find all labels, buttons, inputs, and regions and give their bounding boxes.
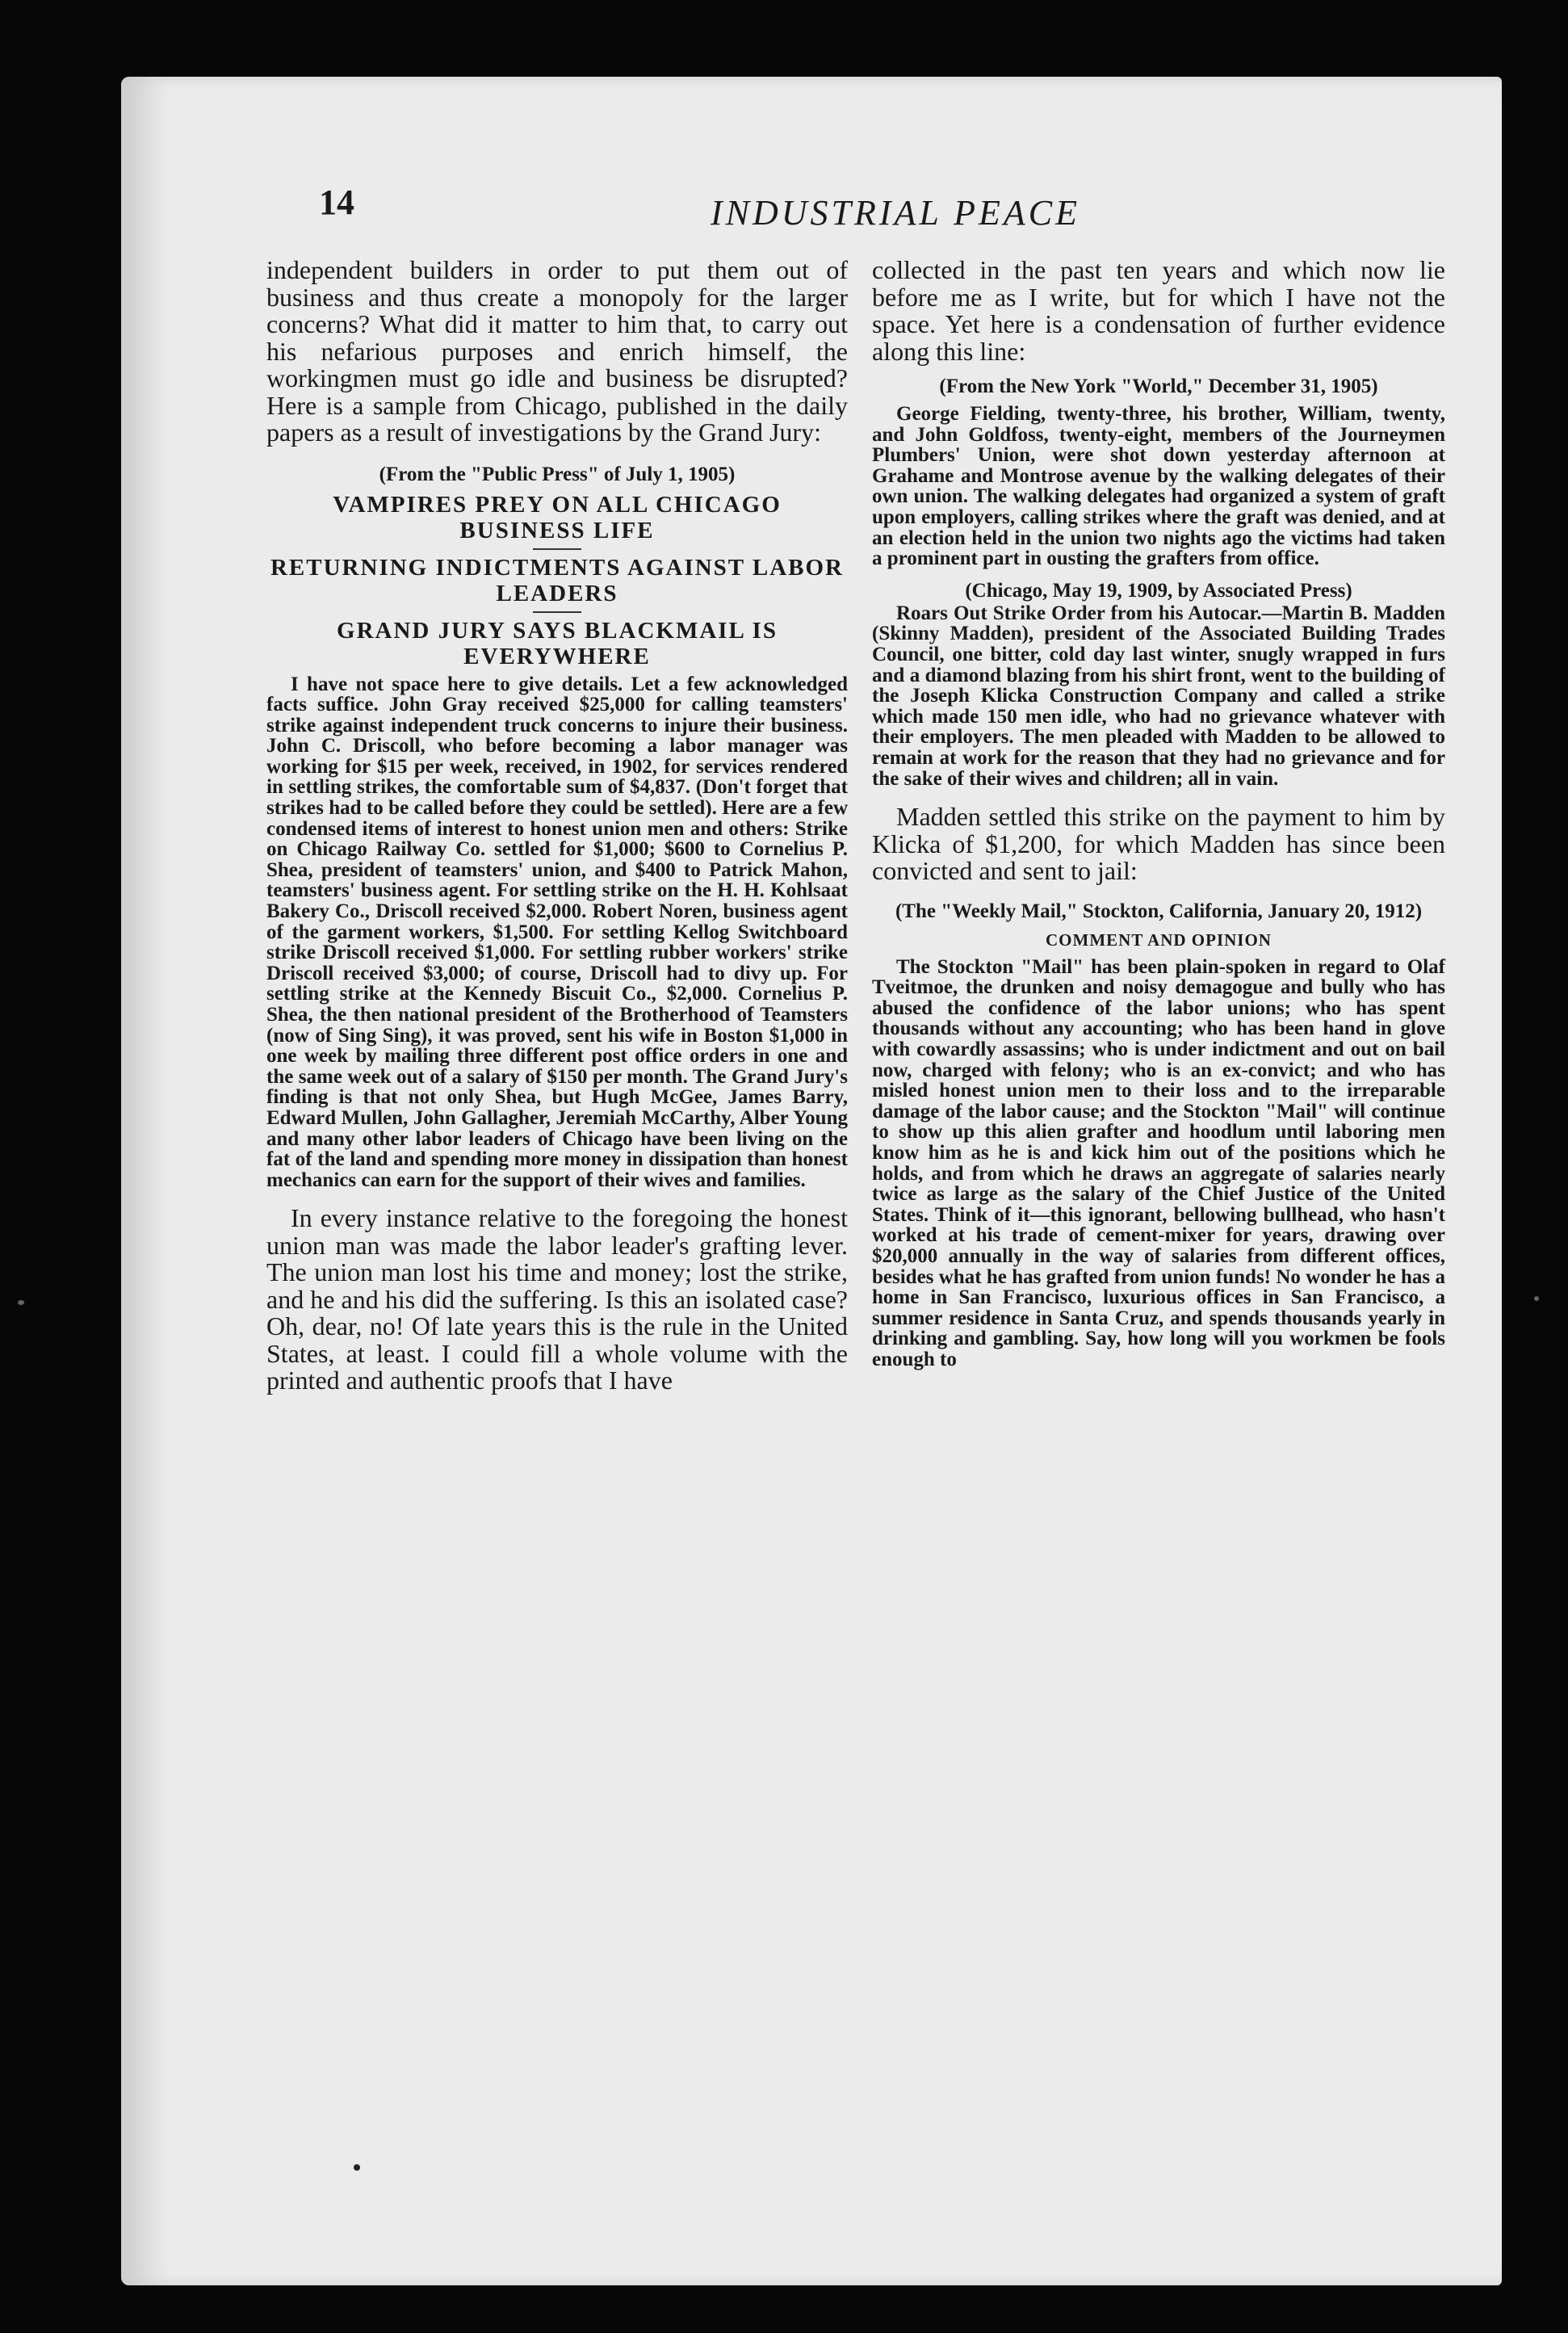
paragraph: In every instance relative to the foregoing the honest union man was made the labor leader's grafting lever. The union man lost his time and money; lost the strike, and he and his did the suffering. Is this an isolated case? Oh, dear, no! Of late years this is the rule in the United States, at least. I could fill a whole volume with the printed and authentic proofs that I have <box>266 1203 848 1395</box>
scan-speck <box>1534 1296 1539 1301</box>
divider <box>533 611 581 613</box>
paragraph: collected in the past ten years and which now lie before me as I write, but for which I have not the space. Yet here is a condensation of further evidence along this line: <box>872 255 1445 366</box>
running-head: INDUSTRIAL PEACE <box>711 193 1080 233</box>
quoted-article: I have not space here to give details. Let a few acknowledged facts suffice. John Gray received $25,000 for calling teamsters' strike against independent truck concerns to injure their business. John C. Driscoll, who before becoming a labor manager was working for $15 per week, received, in 1902, for services rendered in settling strikes, the comfortable sum of $4,837. (Don't forget that strikes had to be called before they could be settled). Here are a few condensed items of interest to honest union men and others: Strike on Chicago Railway Co. settled for $1,000; $600 to Cornelius P. Shea, president of teamsters' union, and $400 to Patrick Mahon, teamsters' business agent. For settling strike on the H. H. Kohlsaat Bakery Co., Driscoll received $2,000. Robert Noren, business agent of the garment workers, $1,500. For settling Kellog Switchboard strike Driscoll received $1,000. For settling rubber workers' strike Driscoll received $3,000; of course, Driscoll had to divy up. For settling strike at the Kennedy Biscuit Co., $2,000. Cornelius P. Shea, the then national president of the Brotherhood of Teamsters (now of Sing Sing), it was proved, sent his wife in Boston $1,000 in one week by mailing three different post office orders in one and the same week out of a salary of $150 per month. The Grand Jury's finding is that not only Shea, but Hugh McGee, James Barry, Edward Mullen, John Gallagher, Jeremiah McCarthy, Alber Young and many other labor leaders of Chicago have been living on the fat of the land and spending more money in dissipation than honest mechanics can earn for the support of their wives and families. <box>266 673 848 1191</box>
ink-dot <box>354 2164 360 2171</box>
quoted-article: Roars Out Strike Order from his Autocar.—Martin B. Madden (Skinny Madden), president of the Associated Building Trades Council, one bitter, cold day last winter, snugly wrapped in furs and a diamond blazing from his shirt front, went to the building of the Joseph Klicka Construction Company and called a strike which made 150 men idle, who had no grievance whatever with their employers. The men pleaded with Madden to be allowed to remain at work for the reason that they had no grievance and for the sake of their wives and children; all in vain. <box>872 602 1445 790</box>
paragraph: independent builders in order to put them out of business and thus create a monopoly for the larger concerns? What did it matter to him that, to carry out his nefarious purposes and enrich himself, the workingmen must go idle and business be disrupted? Here is a sample from Chicago, published in the daily papers as a result of investigations by the Grand Jury: <box>266 255 848 447</box>
headline: RETURNING INDICTMENTS AGAINST LABOR LEADERS <box>270 554 844 606</box>
right-column <box>872 257 1445 1370</box>
source-citation: (Chicago, May 19, 1909, by Associated Press) <box>965 579 1352 602</box>
headline: GRAND JURY SAYS BLACKMAIL IS EVERYWHERE <box>337 617 778 669</box>
source-citation: (The "Weekly Mail," Stockton, California, January 20, 1912) <box>895 900 1423 922</box>
quoted-article: The Stockton "Mail" has been plain-spoken in regard to Olaf Tveitmoe, the drunken and noisy demagogue and bully who has abused the confidence of the labor unions; who has spent thousands without any accounting; who has been hand in glove with cowardly assassins; who is under indictment and out on bail now, charged with felony; who is an ex-convict; and who has misled honest union men to their loss and to the irreparable damage of the labor cause; and the Stockton "Mail" will continue to show up this alien grafter and hoodlum until laboring men know him as he is and kick him out of the positions which he holds, and from which he draws an aggregate of salaries nearly twice as large as the salary of the Chief Justice of the United States. Think of it—this ignorant, bellowing bullhead, who hasn't worked at his trade of cement-mixer for years, drawing over $20,000 annually in the way of salaries from different offices, besides what he has grafted from union funds! No wonder he has a home in San Francisco, luxurious offices in San Francisco, a summer residence in Santa Cruz, and spends thousands yearly in drinking and gambling. Say, how long will you workmen be fools enough to <box>872 955 1445 1370</box>
page-binding-shadow <box>121 77 170 2285</box>
headline: VAMPIRES PREY ON ALL CHICAGO BUSINESS LIFE <box>333 491 782 543</box>
source-citation: (From the New York "World," December 31, 1905) <box>939 376 1378 397</box>
left-column <box>266 257 848 1395</box>
quoted-article: George Fielding, twenty-three, his brother, William, twenty, and John Goldfoss, twenty-eight, members of the Journeymen Plumbers' Union, were shot down yesterday afternoon at Grahame and Montrose avenue by the walking delegates of their own union. The walking delegates had organized a system of graft upon employers, calling strikes where the graft was denied, and at an election held in the union two nights ago the victims had taken a prominent part in ousting the grafters from office. <box>872 403 1445 570</box>
paragraph: Madden settled this strike on the payment to him by Klicka of $1,200, for which Madden has since been convicted and sent to jail: <box>872 802 1445 886</box>
page-number: 14 <box>319 183 354 222</box>
scan-speck <box>18 1300 24 1305</box>
divider <box>533 548 581 550</box>
subheading: COMMENT AND OPINION <box>1046 929 1272 950</box>
source-citation: (From the "Public Press" of July 1, 1905) <box>379 463 736 485</box>
